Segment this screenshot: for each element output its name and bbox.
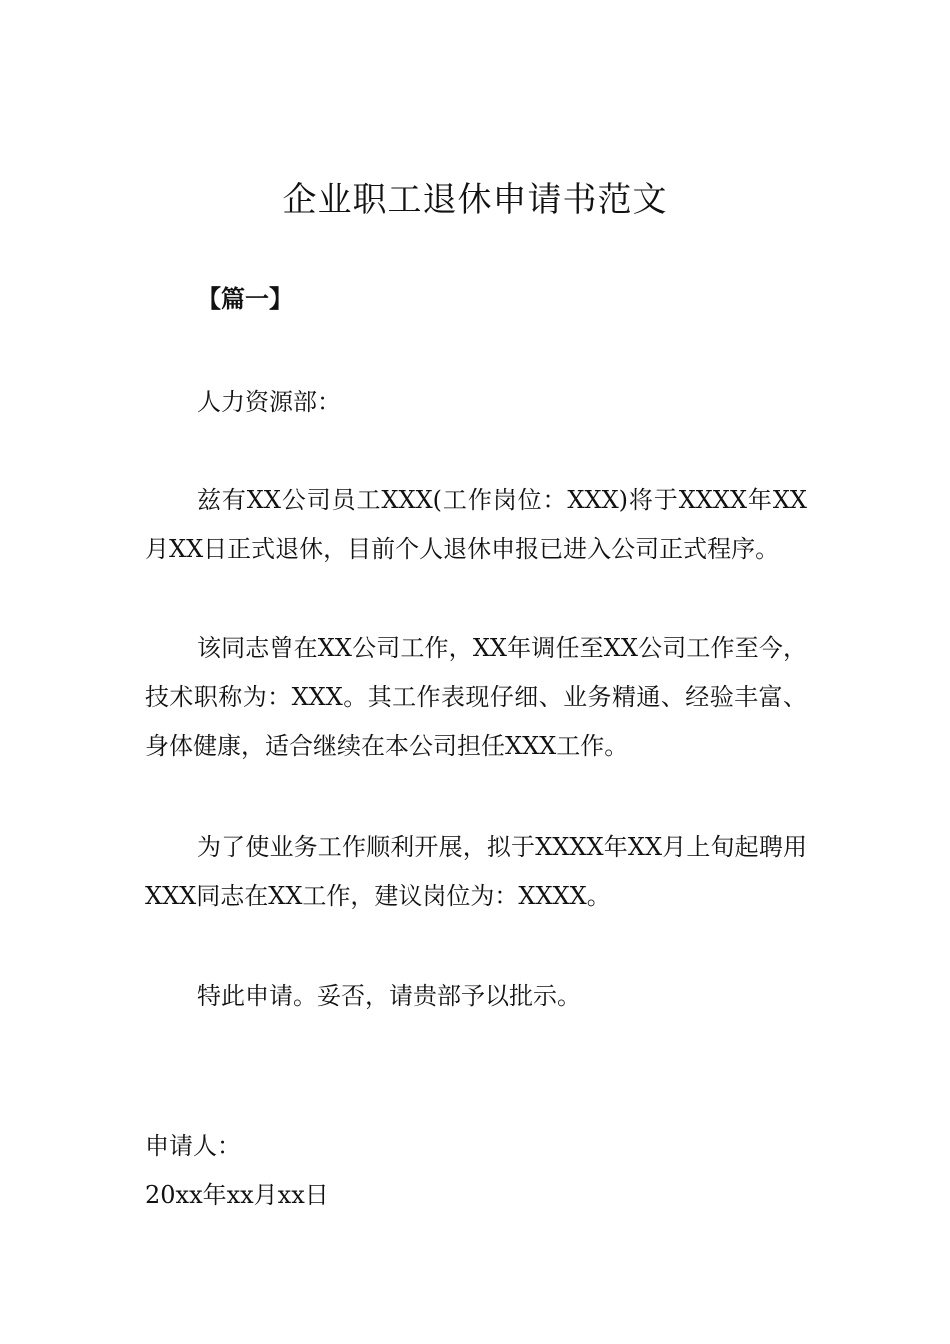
body-paragraph: 特此申请。妥否，请贵部予以批示。 <box>197 982 581 1010</box>
body-paragraph: 为了使业务工作顺利开展，拟于XXXX年XX月上旬起聘用XXX同志在XX工作，建议岗位为：XXXX。 <box>145 833 807 910</box>
section-label: 【篇一】 <box>197 285 293 313</box>
document-title: 企业职工退休申请书范文 <box>282 180 668 220</box>
body-paragraph: 该同志曾在XX公司工作，XX年调任至XX公司工作至今，技术职称为：XXX。其工作表现仔细、业务精通、经验丰富、身体健康，适合继续在本公司担任XXX工作。 <box>145 634 807 760</box>
salutation: 人力资源部： <box>197 388 341 416</box>
body-paragraph: 兹有XX公司员工XXX(工作岗位：XXX)将于XXXX年XX月XX日正式退休，目前个人退休申报已进入公司正式程序。 <box>145 486 807 563</box>
applicant-label: 申请人： <box>145 1132 241 1160</box>
application-date: 20xx年xx月xx日 <box>145 1181 329 1209</box>
